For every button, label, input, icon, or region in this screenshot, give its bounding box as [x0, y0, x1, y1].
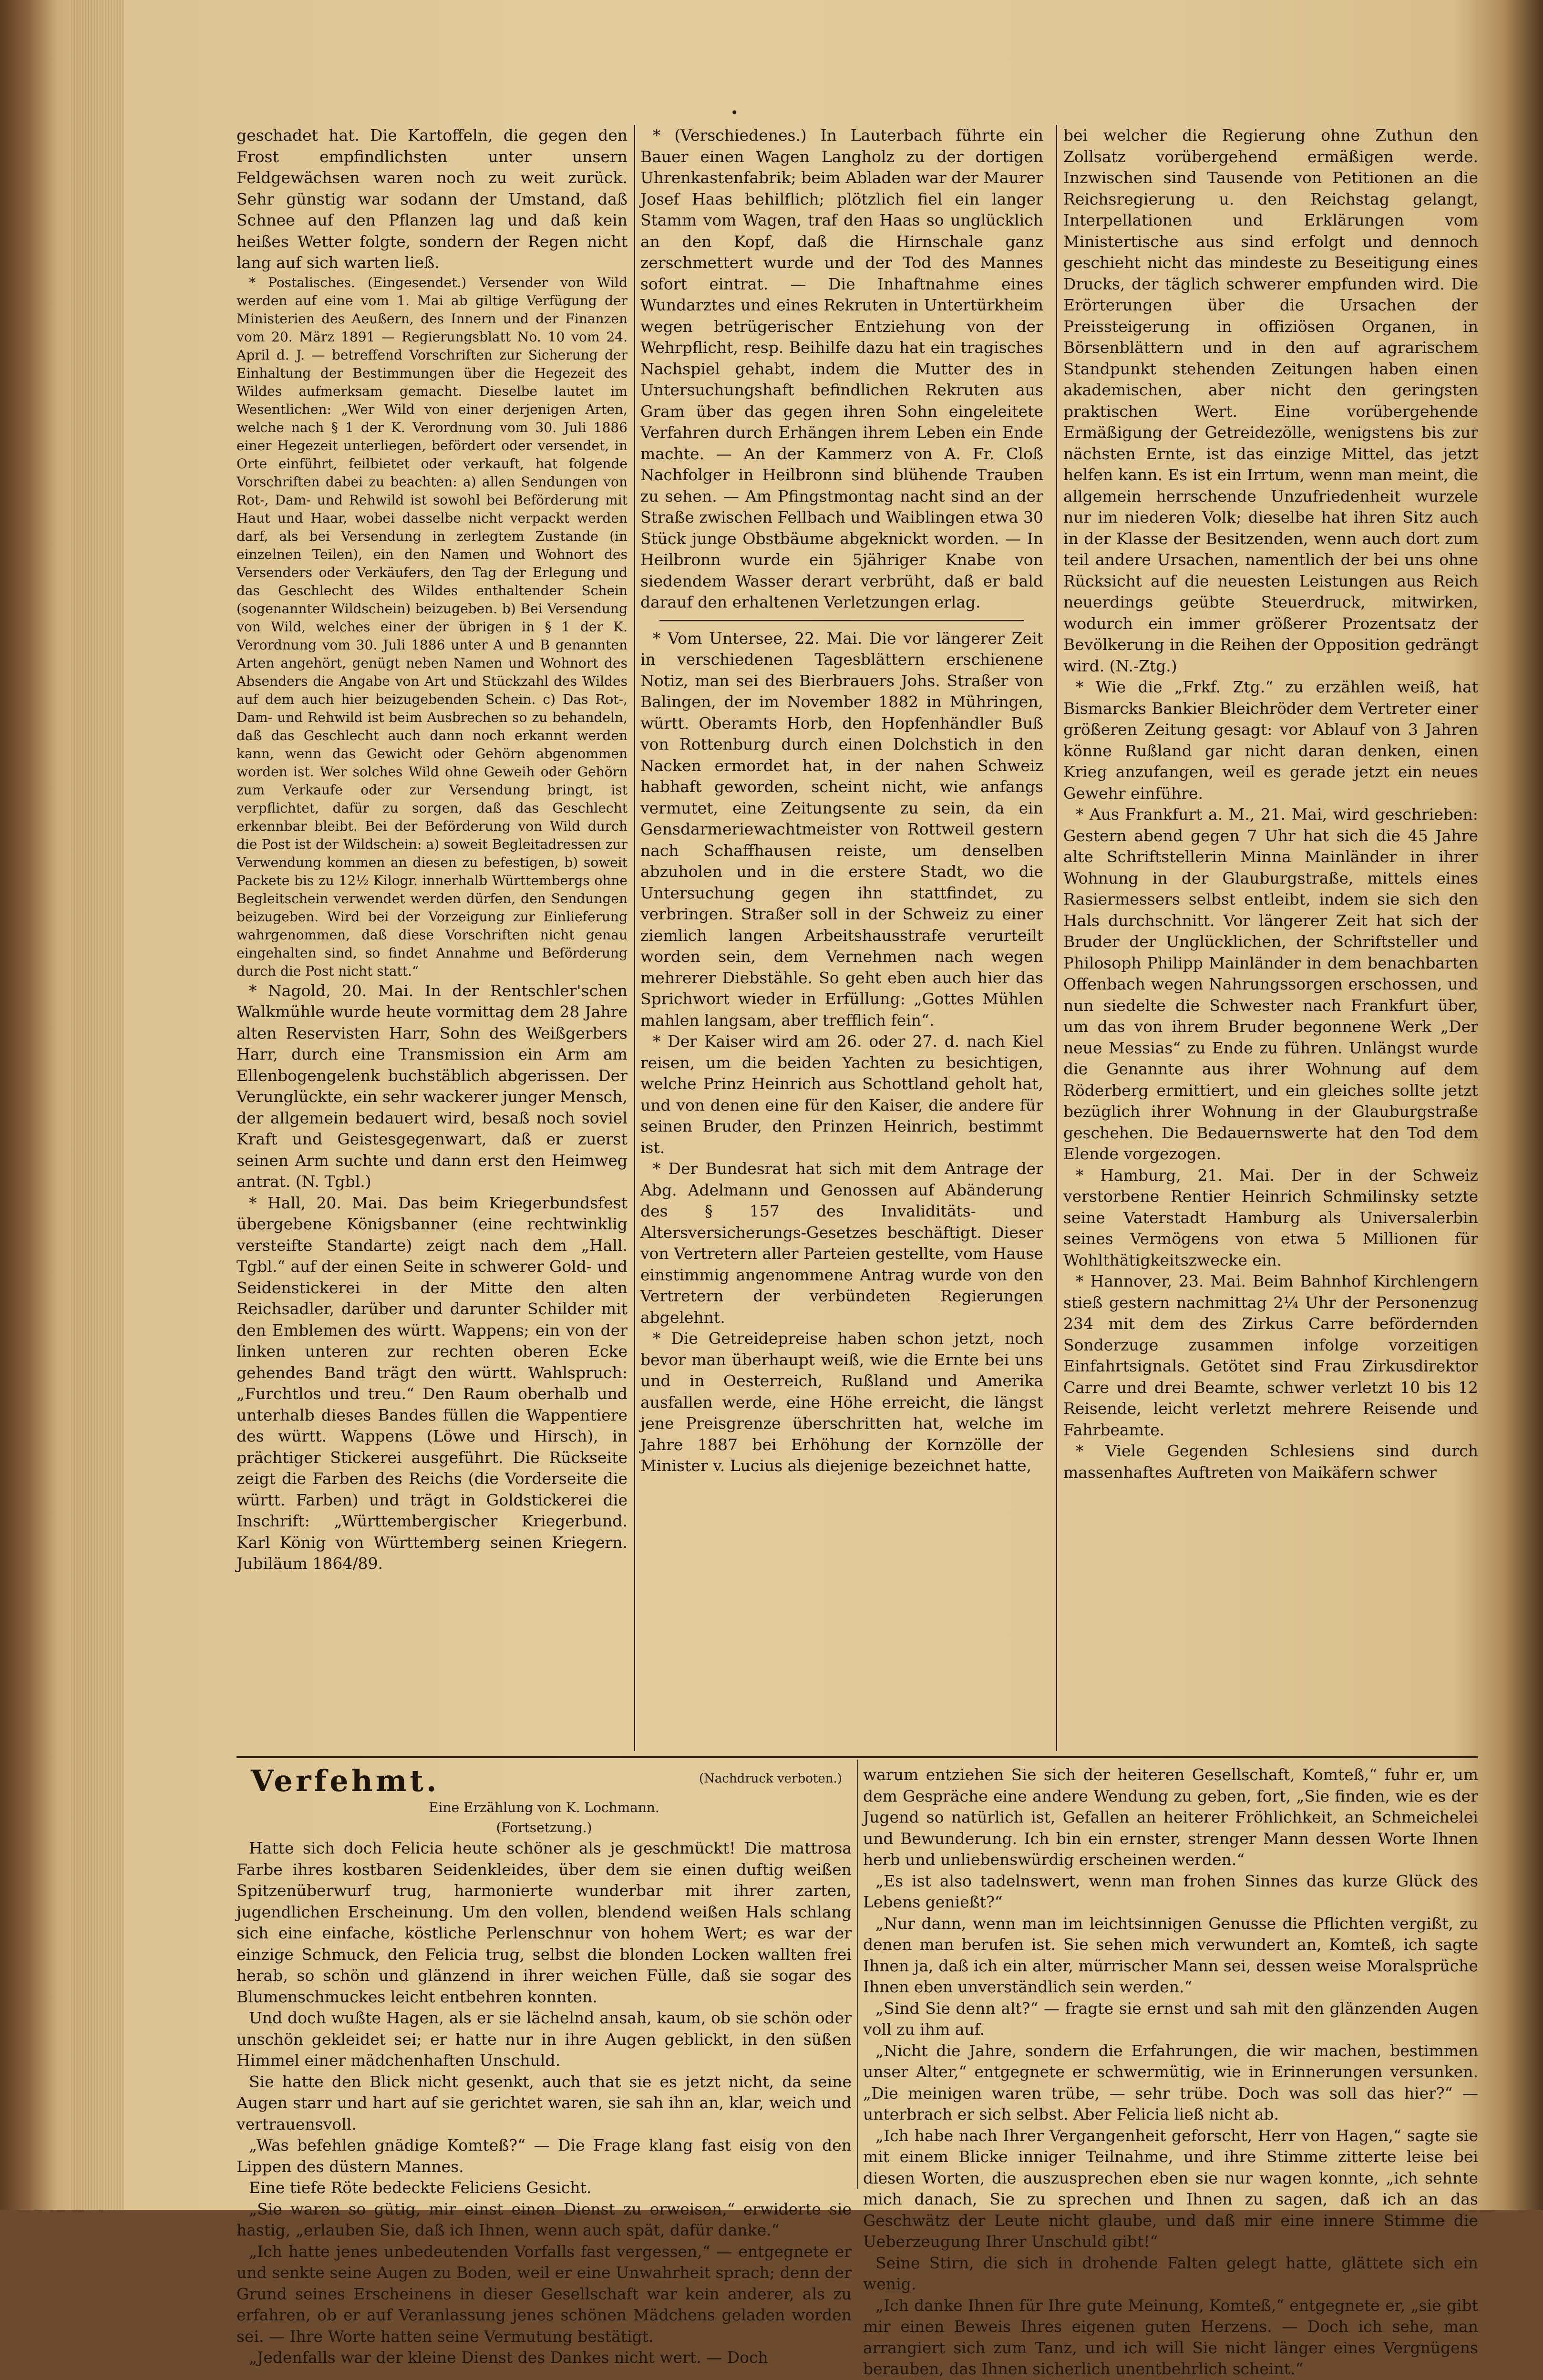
article-paragraph: * Hamburg, 21. Mai. Der in der Schweiz verstorbene Rentier Heinrich Schmilinsky setzte seine Vaterstadt Hamburg als Universalerbin seines Vermögens von etwa 5 Millionen für Wohlthätigkeitszwecke ein. — [1063, 1165, 1478, 1269]
story-paragraph: Hatte sich doch Felicia heute schöner als je geschmückt! Die mattrosa Farbe ihres kostbaren Seidenkleides, über dem sie einen duftig weißen Spitzenüberwurf trug, harmonierte wunderbar mit ihrer zarten, jugendlichen Erscheinung. Um den vollen, blendend weißen Hals schlang sich eine einfache, köstliche Perlenschnur von hohem Wert; es war der einzige Schmuck, den Felicia trug, selbst die blonden Locken wallten frei herab, so schön und glänzend in ihrer weichen Fülle, daß sie sogar des Blumenschmuckes leicht entbehren konnten. — [237, 1839, 852, 2006]
story-paragraph: „Sind Sie denn alt?“ — fragte sie ernst und sah mit den glänzenden Augen voll zu ihm auf. — [863, 1999, 1478, 2039]
story-paragraph: „Jedenfalls war der kleine Dienst des Dankes nicht wert. — Doch — [249, 2348, 768, 2367]
article-paragraph: * Wie die „Frkf. Ztg.“ zu erzählen weiß, hat Bismarcks Bankier Bleichröder dem Vertreter einer größeren Zeitung gesagt: vor Ablauf von 3 Jahren könne Rußland gar nicht daran denken, einen Krieg anzufangen, weil es gerade jetzt ein neues Gewehr einführe. — [1063, 678, 1478, 803]
article-paragraph: * (Verschiedenes.) In Lauterbach führte ein Bauer einen Wagen Langholz zu der dortigen Uhrenkastenfabrik; beim Abladen war der Maurer Josef Haas behilflich; plötzlich fiel ein langer Stamm vom Wagen, traf den Haas so unglücklich an den Kopf, daß die Hirnschale ganz zerschmettert wurde und der Tod des Mannes sofort eintrat. — Die Inhaftnahme eines Wundarztes und eines Rekruten in Untertürkheim wegen betrügerischer Entziehung von der Wehrpflicht, resp. Beihilfe dazu hat ein tragisches Nachspiel gehabt, indem die Mutter des in Untersuchungshaft befindlichen Rekruten aus Gram über das gegen ihren Sohn eingeleitete Verfahren durch Erhängen ihrem Leben ein Ende machte. — An der Kammerz von A. Fr. Cloß Nachfolger in Heilbronn sind blühende Trauben zu sehen. — Am Pfingstmontag nacht sind an der Straße zwischen Fellbach und Waiblingen etwa 30 Stück junge Obstbäume abgeknickt worden. — In Heilbronn wurde ein 5jähriger Knabe von siedendem Wasser derart verbrüht, daß er bald darauf den erhaltenen Verletzungen erlag. — [640, 126, 1043, 611]
story-paragraph: „Nur dann, wenn man im leichtsinnigen Genusse die Pflichten vergißt, zu denen man berufen ist. Sie sehen mich verwundert an, Komteß, ich sagte Ihnen ja, daß ich ein alter, mürrischer Mann sei, dessen weise Moralsprüche Ihnen eben unverständlich sein werden.“ — [863, 1914, 1478, 1996]
column-divider — [1056, 125, 1057, 1751]
article-paragraph: * Die Getreidepreise haben schon jetzt, noch bevor man überhaupt weiß, wie die Ernte bei uns und in Oesterreich, Rußland und Amerika ausfallen werde, eine Höhe erreicht, die längst jene Preisgrenze überschritten hat, welche im Jahre 1887 bei Erhöhung der Kornzölle der Minister v. Lucius als diejenige bezeichnet hatte, — [640, 1329, 1043, 1475]
column-2 — [640, 125, 1043, 1746]
story-paragraph: „Es ist also tadelnswert, wenn man frohen Sinnes das kurze Glück des Lebens genießt?“ — [863, 1871, 1478, 1911]
column-divider — [634, 125, 635, 1751]
serial-subtitle: Eine Erzählung von K. Lochmann. — [429, 1800, 659, 1815]
article-paragraph: * Hall, 20. Mai. Das beim Kriegerbundsfest übergebene Königsbanner (eine rechtwinklig versteifte Standarte) zeigt nach dem „Hall. Tgbl.“ auf der einen Seite in schwerer Gold- und Seidenstickerei in der Mitte den alten Reichsadler, darüber und darunter Schilder mit den Emblemen des württ. Wappens; ein von der linken unteren zur rechten oberen Ecke gehendes Band trägt den württ. Wahlspruch: „Furchtlos und treu.“ Den Raum oberhalb und unterhalb dieses Bandes füllen die Wappentiere des württ. Wappens (Löwe und Hirsch), in prächtiger Stickerei ausgeführt. Die Rückseite zeigt die Farben des Reichs (die Vorderseite die württ. Farben) und trägt in Goldstickerei die Inschrift: „Württembergischer Kriegerbund. Karl König von Württemberg seinen Kriegern. Jubiläum 1864/89. — [237, 1193, 627, 1573]
story-paragraph: Und doch wußte Hagen, als er sie lächelnd ansah, kaum, ob sie schön oder unschön gekleidet sei; er hatte nur in ihre Augen geblickt, in den süßen Himmel einer mädchenhaften Unschuld. — [237, 2009, 852, 2070]
article-paragraph: * Viele Gegenden Schlesiens sind durch massenhaftes Auftreten von Maikäfern schwer — [1063, 1442, 1478, 1482]
book-binding-edges — [72, 0, 124, 2210]
story-paragraph: „Ich habe nach Ihrer Vergangenheit geforscht, Herr von Hagen,“ sagte sie mit einem Blicke inniger Teilnahme, und ihre Stimme zitterte leise bei diesen Worten, die auszusprechen eben sie nur wagen konnte, „ich sehnte mich danach, Sie zu sprechen und Ihnen zu sagen, daß ich an das Geschwätz der Leute nicht glaube, und daß mir eine innere Stimme die Ueberzeugung Ihrer Unschuld gibt!“ — [863, 2126, 1478, 2251]
article-paragraph: bei welcher die Regierung ohne Zuthun den Zollsatz vorübergehend ermäßigen werde. Inzwischen sind Tausende von Petitionen an die Reichsregierung u. den Reichstag gelangt, Interpellationen und Erklärungen vom Ministertische aus sind erfolgt und dennoch geschieht nicht das mindeste zu Beseitigung eines Drucks, der täglich schwerer empfunden wird. Die Erörterungen über die Ursachen der Preissteigerung in offiziösen Organen, in Börsenblättern und in den auf agrarischem Standpunkt stehenden Zeitungen haben einen akademischen, aber nicht den geringsten praktischen Wert. Eine vorübergehende Ermäßigung der Getreidezölle, wenigstens bis zur nächsten Ernte, ist das einzige Mittel, das jetzt helfen kann. Es ist ein Irrtum, wenn man meint, die allgemein herrschende Unzufriedenheit wurzele nur im niederen Volk; dieselbe hat ihren Sitz auch in der Klasse der Besitzenden, wenn auch dort zum teil andere Ursachen, namentlich der bei uns ohne Rücksicht auf die neuesten Leistungen aus Reich neuerdings geübte Steuerdruck, mitwirken, wodurch ein immer größerer Prozentsatz der Bevölkerung in die Reihen der Opposition gedrängt wird. (N.-Ztg.) — [1063, 126, 1478, 675]
article-paragraph: * Hannover, 23. Mai. Beim Bahnhof Kirchlengern stieß gestern nachmittag 2¼ Uhr der Personenzug 234 mit dem des Zirkus Carre befördernden Sonderzuge zusammen infolge vorzeitigen Einfahrtsignals. Getötet sind Frau Zirkusdirektor Carre und drei Beamte, schwer verletzt 10 bis 12 Reisende, leicht verletzt mehrere Reisende und Fahrbeamte. — [1063, 1272, 1478, 1439]
story-paragraph: „Ich danke Ihnen für Ihre gute Meinung, Komteß,“ entgegnete er, „sie gibt mir einen Beweis Ihres eigenen guten Herzens. — Doch ich sehe, man arrangiert sich zum Tanz, und ich will Sie nicht länger eines Vergnügens berauben, das Ihnen sicherlich unentbehrlich scheint.“ — [863, 2296, 1478, 2378]
story-paragraph: Sie hatte den Blick nicht gesenkt, auch that sie es jetzt nicht, da seine Augen starr und hart auf sie gerichtet waren, sie sah ihn an, klar, weich und vertrauensvoll. — [237, 2072, 852, 2133]
column-1 — [237, 125, 627, 1746]
story-paragraph: Seine Stirn, die sich in drohende Falten gelegt hatte, glättete sich ein wenig. — [863, 2253, 1478, 2293]
story-paragraph: „Was befehlen gnädige Komteß?“ — Die Frage klang fast eisig von den Lippen des düstern Mannes. — [237, 2136, 852, 2176]
article-paragraph: * Der Kaiser wird am 26. oder 27. d. nach Kiel reisen, um die beiden Yachten zu besichtigen, welche Prinz Heinrich aus Schottland geholt hat, und von denen eine für den Kaiser, die andere für seinen Bruder, den Prinzen Heinrich, bestimmt ist. — [640, 1032, 1043, 1157]
feuilleton-separator — [237, 1756, 1478, 1758]
article-paragraph: * Vom Untersee, 22. Mai. Die vor längerer Zeit in verschiedenen Tagesblättern erschienene Notiz, man sei des Bierbrauers Johs. Straßer von Balingen, der im November 1882 in Mühringen, württ. Oberamts Horb, den Hopfenhändler Buß von Rottenburg durch einen Dolchstich in den Nacken ermordet hat, in der nahen Schweiz habhaft geworden, scheint nicht, wie anfangs vermutet, eine Zeitungsente zu sein, da ein Gensdarmeriewachtmeister von Rottweil gestern nach Schaffhausen reiste, um denselben abzuholen und in die erstere Stadt, wo die Untersuchung gegen ihn stattfindet, zu verbringen. Straßer soll in der Schweiz zu einer ziemlich langen Arbeitshausstrafe verurteilt worden sein, dem Vernehmen nach wegen mehrerer Diebstähle. So geht eben auch hier das Sprichwort wieder in Erfüllung: „Gottes Mühlen mahlen langsam, aber trefflich fein“. — [640, 628, 1043, 1030]
article-paragraph: * Nagold, 20. Mai. In der Rentschler'schen Walkmühle wurde heute vormittag dem 28 Jahre alten Reservisten Harr, Sohn des Weißgerbers Harr, durch eine Transmission ein Arm am Ellenbogengelenk buchstäblich abgerissen. Der Verunglückte, ein sehr wackerer junger Mensch, der allgemein bedauert wird, besaß noch soviel Kraft und Geistesgegenwart, daß er zuerst seinen Arm suchte und dann erst den Heimweg antrat. (N. Tgbl.) — [237, 981, 627, 1191]
story-paragraph: „Sie waren so gütig, mir einst einen Dienst zu erweisen,“ erwiderte sie hastig, „erlauben Sie, daß ich Ihnen, wenn auch spät, dafür danke.“ — [237, 2199, 852, 2239]
article-paragraph: geschadet hat. Die Kartoffeln, die gegen den Frost empfindlichsten unter unsern Feldgewächsen waren noch zu weit zurück. Sehr günstig war sodann der Umstand, daß Schnee auf den Pflanzen lag und daß kein heißes Wetter folgte, sondern der Regen nicht lang auf sich warten ließ. — [237, 126, 627, 272]
page-mark: • — [730, 105, 739, 121]
article-paragraph: * Postalisches. (Eingesendet.) Versender von Wild werden auf eine vom 1. Mai ab giltige Verfügung der Ministerien des Aeußern, des Innern und der Finanzen vom 20. März 1891 — Regierungsblatt No. 10 vom 24. April d. J. — betreffend Vorschriften zur Sicherung der Einhaltung der Bestimmungen über die Hegezeit des Wildes aufmerksam gemacht. Dieselbe lautet im Wesentlichen: „Wer Wild von einer derjenigen Arten, welche nach § 1 der K. Verordnung vom 30. Juli 1886 einer Hegezeit unterliegen, befördert oder versendet, in Orte einführt, feilbietet oder verkauft, hat folgende Vorschriften dabei zu beachten: a) allen Sendungen von Rot-, Dam- und Rehwild ist sowohl bei Beförderung mit Haut und Haar, wobei dasselbe nicht verpackt werden darf, als bei Versendung in zerlegtem Zustande (in einzelnen Teilen), ein den Namen und Wohnort des Versenders oder Verkäufers, den Tag der Erlegung und das Geschlecht des Wildes enthaltender Schein (sogenannter Wildschein) beizugeben. b) Bei Versendung von Wild, welches einer der übrigen in § 1 der K. Verordnung vom 30. Juli 1886 unter A und B genannten Arten angehört, genügt neben Namen und Wohnort des Absenders die Angabe von Art und Stückzahl des Wildes auf dem auch hier beizugebenden Schein. c) Das Rot-, Dam- und Rehwild ist beim Ausbrechen so zu behandeln, daß das Geschlecht auch dann noch erkannt werden kann, wenn das Gewicht oder Gehörn abgenommen worden ist. Wer solches Wild ohne Geweih oder Gehörn zum Verkaufe oder zur Versendung bringt, ist verpflichtet, dafür zu sorgen, daß das Geschlecht erkennbar bleibt. Bei der Beförderung von Wild durch die Post ist der Wildschein: a) soweit Begleitadressen zur Verwendung kommen an diesen zu befestigen, b) soweit Packete bis zu 12½ Kilogr. innerhalb Württembergs ohne Begleitschein verwendet werden dürfen, den Sendungen beizugeben. Wird bei der Vorzeigung zur Einlieferung wahrgenommen, daß diese Vorschriften nicht genau eingehalten sind, so findet Annahme und Beförderung durch die Post nicht statt.“ — [237, 274, 627, 979]
article-paragraph: * Aus Frankfurt a. M., 21. Mai, wird geschrieben: Gestern abend gegen 7 Uhr hat sich die 45 Jahre alte Schriftstellerin Minna Mainländer in ihrer Wohnung in der Glauburgstraße, mittels eines Rasiermessers selbst entleibt, indem sie sich den Hals durchschnitt. Vor längerer Zeit hat sich der Bruder der Unglücklichen, der Schriftsteller und Philosoph Philipp Mainländer in dem benachbarten Offenbach wegen Nahrungssorgen erschossen, und nun siedelte die Schwester nach Frankfurt über, um das von ihrem Bruder begonnene Werk „Der neue Messias“ zu Ende zu führen. Unlängst wurde die Genannte aus ihrer Wohnung auf dem Röderberg ermittiert, und ein gleiches sollte jetzt bezüglich ihrer Wohnung in der Glauburgstraße geschehen. Die Bedauernswerte hat den Tod dem Elende vorgezogen. — [1063, 805, 1478, 1163]
feuilleton-right — [863, 1764, 1478, 2378]
story-paragraph: „Nicht die Jahre, sondern die Erfahrungen, die wir machen, bestimmen unser Alter,“ entgegnete er schwermütig, wie in Erinnerungen versunken. „Die meinigen waren trübe, — sehr trübe. Doch was soll das hier?“ — unterbrach er sich selbst. Aber Felicia ließ nicht ab. — [863, 2041, 1478, 2123]
article-paragraph: * Der Bundesrat hat sich mit dem Antrage der Abg. Adelmann und Genossen auf Abänderung des § 157 des Invaliditäts- und Altersversicherungs-Gesetzes beschäftigt. Dieser von Vertretern aller Parteien gestellte, vom Hause einstimmig angenommene Antrag wurde von den Vertretern der verbündeten Regierungen abgelehnt. — [640, 1159, 1043, 1327]
serial-title: Verfehmt. — [251, 1763, 440, 1798]
column-divider — [857, 1760, 858, 2189]
reprint-note: (Nachdruck verboten.) — [699, 1772, 842, 1786]
story-paragraph: „Ich hatte jenes unbedeutenden Vorfalls fast vergessen,“ — entgegnete er und senkte seine Augen zu Boden, weil er eine Unwahrheit sprach; denn der Grund seines Erscheinens in dieser Gesellschaft war kein anderer, als zu erfahren, ob er auf Veranlassung jenes schönen Mädchens geladen worden sei. — Ihre Worte hatten seine Vermutung bestätigt. — [237, 2242, 852, 2346]
story-paragraph: Eine tiefe Röte bedeckte Feliciens Gesicht. — [249, 2178, 592, 2197]
separator-rule — [659, 620, 1024, 621]
serial-continuation: (Fortsetzung.) — [496, 1820, 592, 1835]
feuilleton-left — [237, 1763, 852, 2367]
story-paragraph: warum entziehen Sie sich der heiteren Gesellschaft, Komteß,“ fuhr er, um dem Gespräche eine andere Wendung zu geben, fort, „Sie finden, wie es der Jugend so natürlich ist, Gefallen an heiterer Fröhlichkeit, an Schmeichelei und Bewunderung. Ich bin ein ernster, strenger Mann dessen Worte Ihnen herb und unliebenswürdig erscheinen werden.“ — [863, 1765, 1478, 1869]
column-3 — [1063, 125, 1478, 1746]
